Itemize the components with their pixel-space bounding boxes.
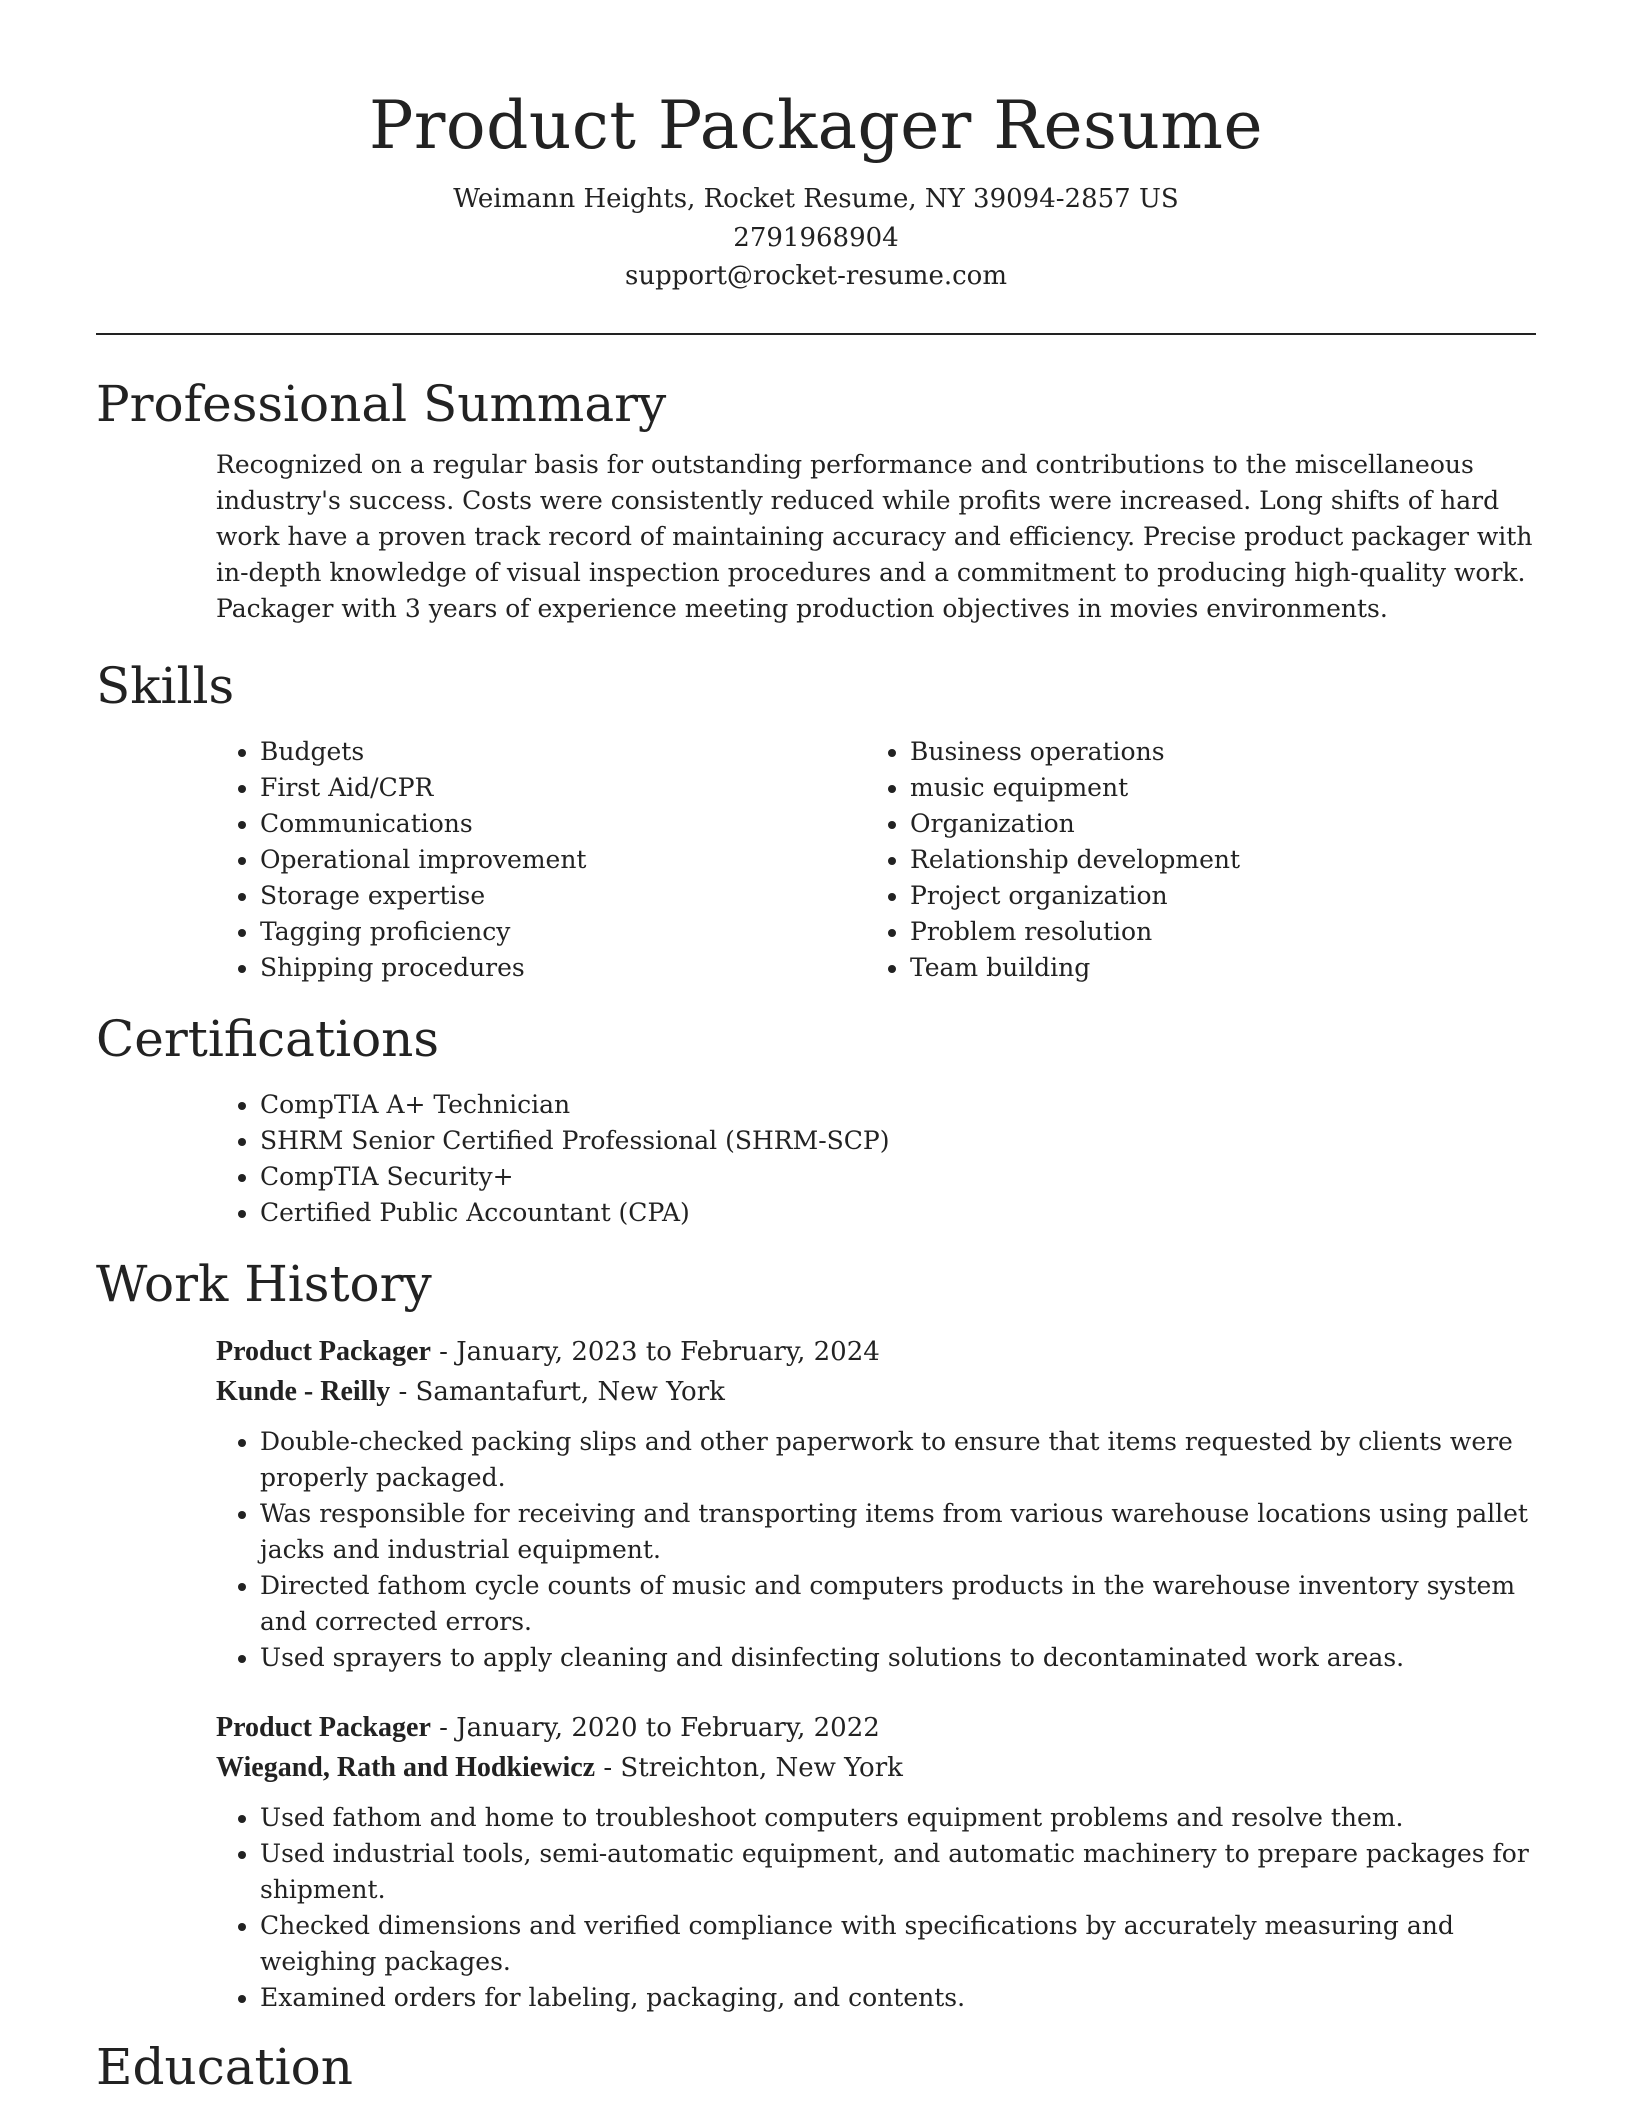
job-title: Product Packager	[216, 1335, 431, 1367]
job-title: Product Packager	[216, 1711, 431, 1743]
skill-item: • Team building	[910, 950, 1516, 986]
job-duty: • Used industrial tools, semi-automatic equipment, and automatic machinery to prepare packages for shipment.	[260, 1836, 1536, 1908]
resume-page	[96, 0, 1536, 2098]
education-section	[96, 2036, 1536, 2098]
summary-section	[96, 373, 1536, 627]
job-location: - Samantafurt, New York	[390, 1376, 725, 1407]
skill-item: • Tagging proficiency	[260, 914, 866, 950]
job-bullets	[216, 1424, 1536, 1676]
contact-phone: 2791968904	[733, 222, 899, 253]
header-divider	[96, 333, 1536, 335]
summary-heading: Professional Summary	[96, 374, 667, 433]
skill-item: • First Aid/CPR	[260, 770, 866, 806]
contact-address: Weimann Heights, Rocket Resume, NY 39094-2857 US	[453, 184, 1179, 214]
job-company-line	[216, 1372, 1536, 1412]
certification-item: • SHRM Senior Certified Professional (SHRM-SCP)	[260, 1123, 1536, 1159]
summary-text: Recognized on a regular basis for outstanding performance and contributions to the miscellaneous industry's success. Costs were consistently reduced while profits were increased. Long shifts of hard work have a proven track record of maintaining accuracy and efficiency. Precise product packager with in-depth knowledge of visual inspection procedures and a commitment to producing high-quality work. Packager with 3 years of experience meeting production objectives in movies environments.	[216, 449, 1533, 623]
job-duty: • Directed fathom cycle counts of music and computers products in the warehouse inventory system and corrected errors.	[260, 1568, 1536, 1640]
work-history-heading: Work History	[96, 1254, 432, 1313]
certifications-section	[96, 1008, 1536, 1231]
job-title-line	[216, 1332, 1536, 1372]
skill-item: • Storage expertise	[260, 878, 866, 914]
job-duty: • Examined orders for labeling, packaging, and contents.	[260, 1980, 1536, 2016]
job-title-line	[216, 1708, 1536, 1748]
resume-header	[96, 0, 1536, 296]
job-duty: • Checked dimensions and verified compliance with specifications by accurately measuring and weighing packages.	[260, 1908, 1536, 1980]
certification-item: • CompTIA A+ Technician	[260, 1087, 1536, 1123]
job-company: Wiegand, Rath and Hodkiewicz	[216, 1751, 596, 1783]
skill-item: • music equipment	[910, 770, 1516, 806]
job-company-line	[216, 1748, 1536, 1788]
job-duties-list	[216, 1800, 1536, 2016]
work-history-section	[96, 1253, 1536, 2016]
contact-info	[96, 180, 1536, 296]
skills-columns	[216, 734, 1536, 986]
skill-item: • Communications	[260, 806, 866, 842]
certification-item: • Certified Public Accountant (CPA)	[260, 1195, 1536, 1231]
job-duties-list	[216, 1424, 1536, 1676]
skill-item: • Project organization	[910, 878, 1516, 914]
job-duty: • Double-checked packing slips and other paperwork to ensure that items requested by clients were properly packaged.	[260, 1424, 1536, 1496]
skills-list-left	[216, 734, 866, 986]
skill-item: • Operational improvement	[260, 842, 866, 878]
job-duty: • Was responsible for receiving and transporting items from various warehouse locations using pallet jacks and industrial equipment.	[260, 1496, 1536, 1568]
skill-item: • Budgets	[260, 734, 866, 770]
job-company: Kunde - Reilly	[216, 1375, 391, 1407]
skill-item: • Shipping procedures	[260, 950, 866, 986]
job-dates: - January, 2023 to February, 2024	[430, 1336, 880, 1367]
skills-column-right	[866, 734, 1516, 986]
skills-section	[96, 655, 1536, 986]
job-entry	[216, 1332, 1536, 1676]
education-heading: Education	[96, 2037, 353, 2096]
certifications-heading: Certifications	[96, 1009, 440, 1068]
skill-item: • Relationship development	[910, 842, 1516, 878]
job-duty: • Used sprayers to apply cleaning and disinfecting solutions to decontaminated work areas.	[260, 1640, 1536, 1676]
skill-item: • Problem resolution	[910, 914, 1516, 950]
job-entry	[216, 1708, 1536, 2016]
job-duty: • Used fathom and home to troubleshoot computers equipment problems and resolve them.	[260, 1800, 1536, 1836]
skill-item: • Organization	[910, 806, 1516, 842]
job-dates: - January, 2020 to February, 2022	[430, 1712, 880, 1743]
job-bullets	[216, 1800, 1536, 2016]
certifications-list-wrapper	[216, 1087, 1536, 1231]
contact-email: support@rocket-resume.com	[624, 261, 1007, 291]
certification-item: • CompTIA Security+	[260, 1159, 1536, 1195]
resume-title: Product Packager Resume	[368, 87, 1264, 164]
skill-item: • Business operations	[910, 734, 1516, 770]
job-location: - Streichton, New York	[595, 1752, 903, 1783]
skills-column-left	[216, 734, 866, 986]
certifications-list	[216, 1087, 1536, 1231]
skills-heading: Skills	[96, 656, 235, 715]
skills-list-right	[866, 734, 1516, 986]
